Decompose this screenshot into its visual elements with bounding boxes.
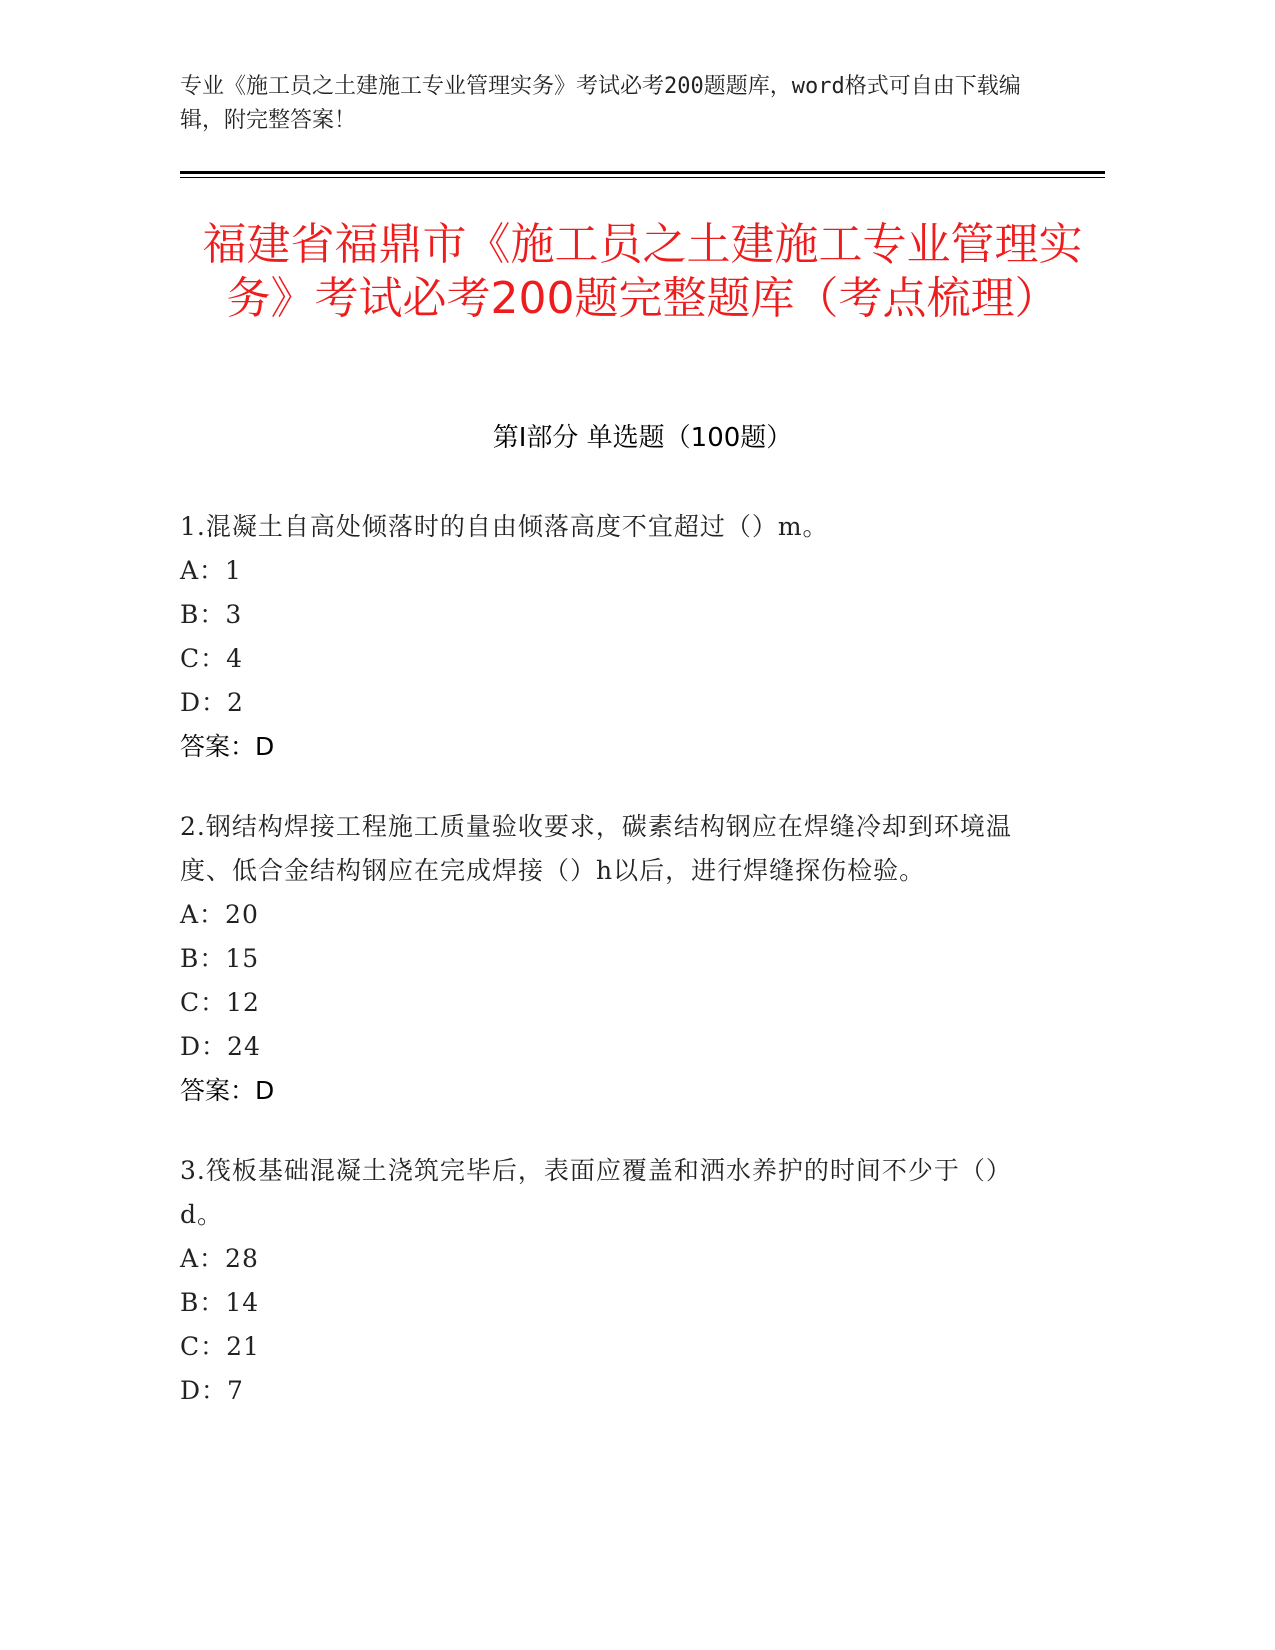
answer: 答案：D [180,732,275,761]
option-d: D：2 [180,688,244,717]
option-c: C：4 [180,644,244,673]
option-c: C：21 [180,1332,260,1361]
section-title: 第I部分 单选题（100题） [492,423,793,453]
header-rule-thick [180,171,1105,174]
question-item [180,805,1050,1113]
option-b: B：3 [180,600,243,629]
option-b: B：15 [180,944,260,973]
option-a: A：1 [180,556,242,585]
question-list [180,505,1050,1449]
question-stem: 2.钢结构焊接工程施工质量验收要求，碳素结构钢应在焊缝冷却到环境温度、低合金结构钢应在完成焊接（）h以后，进行焊缝探伤检验。 [180,812,1012,885]
option-c: C：12 [180,988,260,1017]
question-item [180,505,1050,769]
question-stem: 1.混凝土自高处倾落时的自由倾落高度不宜超过（）m。 [180,512,829,541]
option-a: A：28 [180,1244,259,1273]
option-d: D：24 [180,1032,261,1061]
option-a: A：20 [180,900,259,929]
answer: 答案：D [180,1076,275,1105]
option-b: B：14 [180,1288,260,1317]
header-rule-thin [180,177,1105,178]
document-title: 福建省福鼎市《施工员之土建施工专业管理实务》考试必考200题完整题库（考点梳理） [202,219,1083,324]
question-stem: 3.筏板基础混凝土浇筑完毕后，表面应覆盖和洒水养护的时间不少于（）d。 [180,1156,1012,1229]
question-item [180,1149,1050,1413]
option-d: D：7 [180,1376,244,1405]
header-note: 专业《施工员之土建施工专业管理实务》考试必考200题题库，word格式可自由下载编辑，附完整答案！ [180,74,1021,133]
